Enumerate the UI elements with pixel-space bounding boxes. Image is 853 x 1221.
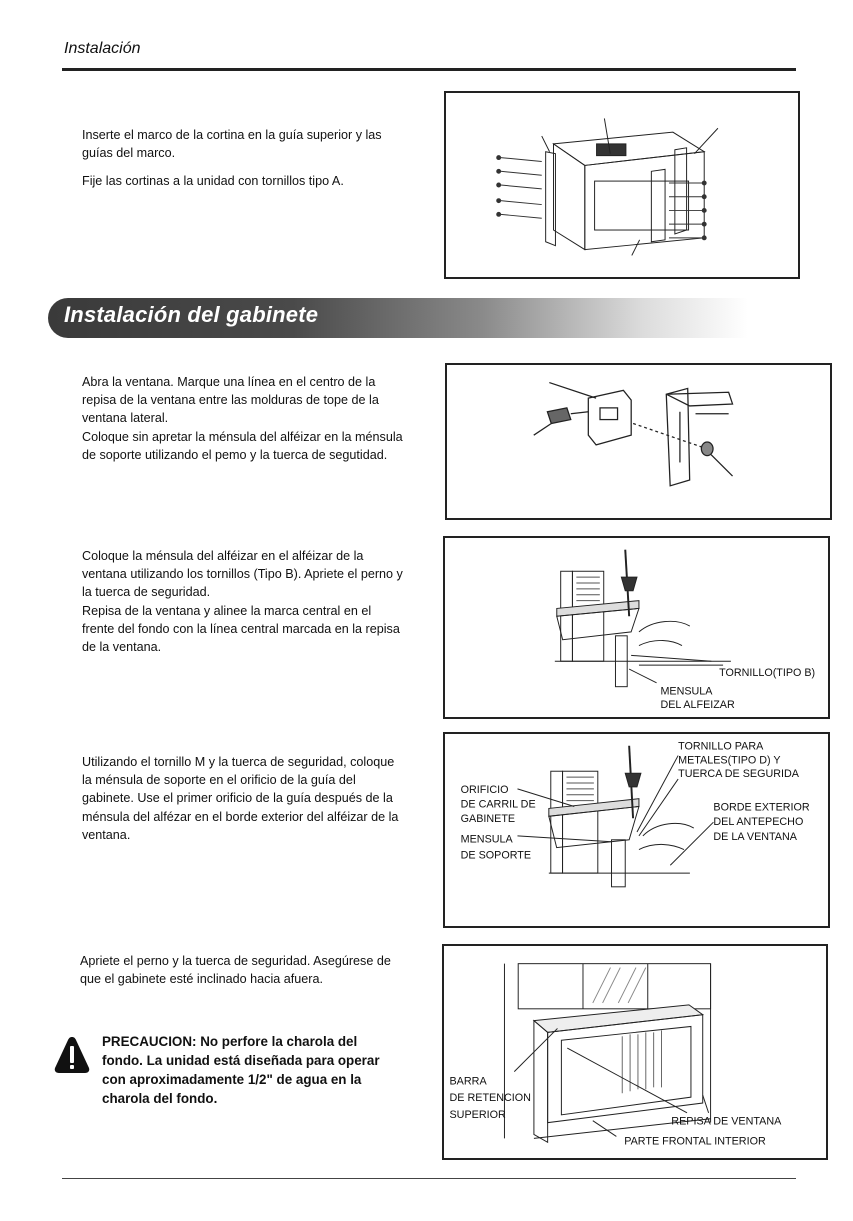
step4-line: ménsula del alfézar en el borde exterior del alféizar de la <box>82 809 399 824</box>
retention-bar-label-line2: DE RETENCION <box>449 1092 531 1105</box>
sill-bracket-label-line2: DEL ALFEIZAR <box>660 699 735 712</box>
sill-outer-edge-label-line1: BORDE EXTERIOR <box>713 801 810 814</box>
step3-text <box>82 547 403 656</box>
step4-text <box>82 753 398 844</box>
footer-divider <box>62 1178 796 1179</box>
caution-line: fondo. La unidad está diseñada para operar <box>102 1053 380 1068</box>
step3-line: de la ventana. <box>82 640 162 655</box>
caution-text <box>102 1032 380 1108</box>
step1-line <box>82 162 382 172</box>
caution-line: con aproximadamente 1/2" de agua en la <box>102 1072 362 1087</box>
metal-screw-label-line2: METALES(TIPO D) Y <box>678 754 781 767</box>
metal-screw-label-line1: TORNILLO PARA <box>678 740 764 753</box>
support-bracket-label-line1: MENSULA <box>460 833 513 846</box>
step4-line: gabinete. Use el primer orificio de la guía después de la <box>82 791 393 806</box>
step4-line: Utilizando el tornillo M y la tuerca de seguridad, coloque <box>82 755 395 769</box>
inner-front-label: PARTE FRONTAL INTERIOR <box>624 1135 766 1148</box>
sill-bracket-label-line1: MENSULA <box>660 685 713 698</box>
sill-outer-edge-label-line2: DEL ANTEPECHO <box>713 816 804 829</box>
header-divider <box>62 68 796 71</box>
step4-line: la ménsula de soporte en el orificio de la guía del <box>82 773 356 788</box>
screw-type-b-label: TORNILLO(TIPO B) <box>719 666 816 679</box>
page-header-title: Instalación <box>64 40 141 57</box>
step1-text <box>82 126 382 191</box>
support-bracket-illustration <box>445 734 828 926</box>
step3-line: la tuerca de seguridad. <box>82 585 211 600</box>
warning-icon <box>54 1036 90 1074</box>
retention-bar-label-line1: BARRA <box>449 1075 487 1088</box>
step3-line: Repisa de la ventana y alinee la marca central en el <box>82 603 372 618</box>
cabinet-in-window-figure <box>442 944 828 1160</box>
step2-line: ventana lateral. <box>82 411 169 426</box>
metal-screw-label-line3: TUERCA DE SEGURIDA <box>678 768 799 781</box>
caution-line: charola del fondo. <box>102 1091 218 1106</box>
window-sill-label: REPISA DE VENTANA <box>671 1115 782 1128</box>
step5-line: que el gabinete esté inclinado hacia afuera. <box>80 972 323 987</box>
cabinet-in-window-illustration <box>444 946 826 1158</box>
step2-text <box>82 373 403 464</box>
support-bracket-label-line2: DE SOPORTE <box>460 849 532 862</box>
cabinet-rail-hole-label-line2: DE CARRIL DE <box>460 798 536 811</box>
caution-line: PRECAUCION: No perfore la charola del <box>102 1034 358 1049</box>
step5-text <box>80 952 391 988</box>
step1-line: Fije las cortinas a la unidad con tornillos tipo A. <box>82 174 344 189</box>
curtain-install-figure <box>444 91 800 279</box>
retention-bar-label-line3: SUPERIOR <box>449 1108 506 1121</box>
cabinet-rail-hole-label-line3: GABINETE <box>460 813 516 826</box>
step2-line: repisa de la ventana entre las molduras de tope de la <box>82 393 379 408</box>
bracket-assembly-illustration <box>447 365 830 518</box>
sill-bracket-illustration <box>445 538 828 717</box>
step3-line: ventana utilizando los tornillos (Tipo B). Apriete el perno y <box>82 567 403 582</box>
step1-line: Inserte el marco de la cortina en la guía superior y las <box>82 128 382 142</box>
sill-outer-edge-label-line3: DE LA VENTANA <box>713 830 797 843</box>
curtain-install-illustration <box>446 93 798 277</box>
step3-line: frente del fondo con la línea central marcada en la repisa <box>82 621 400 636</box>
cabinet-rail-hole-label-line1: ORIFICIO <box>460 783 509 796</box>
step4-line: ventana. <box>82 827 131 842</box>
sill-bracket-figure <box>443 536 830 719</box>
step2-line: Coloque sin apretar la ménsula del alféizar en la ménsula <box>82 429 403 444</box>
bracket-assembly-figure <box>445 363 832 520</box>
step1-line: guías del marco. <box>82 146 176 161</box>
step5-line: Apriete el perno y la tuerca de seguridad. Asegúrese de <box>80 954 391 968</box>
section-title: Instalación del gabinete <box>64 302 319 327</box>
step2-line: de soporte utilizando el pemo y la tuerca de segutidad. <box>82 447 388 462</box>
step2-line: Abra la ventana. Marque una línea en el centro de la <box>82 375 376 389</box>
step3-line: Coloque la ménsula del alféizar en el alféizar de la <box>82 549 364 563</box>
support-bracket-figure <box>443 732 830 928</box>
